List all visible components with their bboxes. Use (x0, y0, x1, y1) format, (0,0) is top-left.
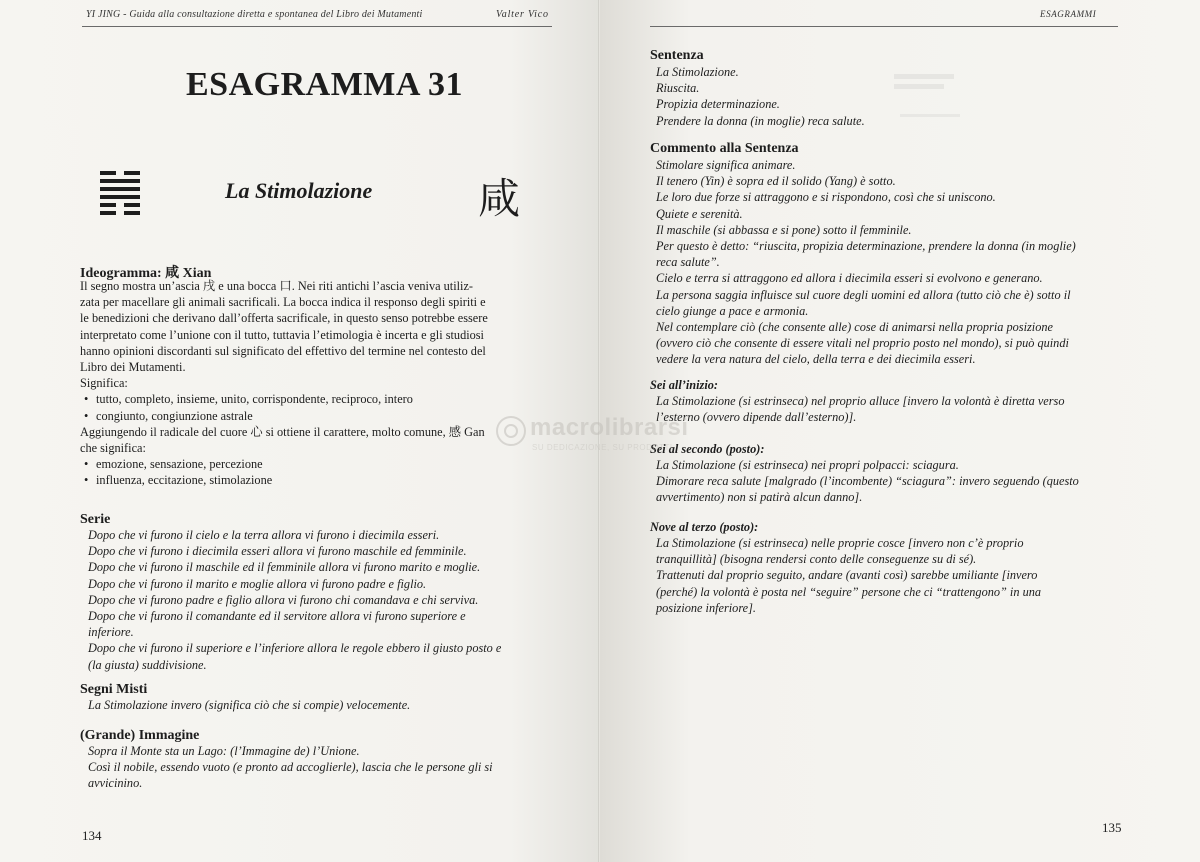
text-line: Prendere la donna (in moglie) reca salute. (656, 113, 865, 128)
text-line: Sopra il Monte sta un Lago: (l’Immagine de) l’Unione. (88, 744, 360, 758)
text-line: (ovvero ciò che consente di essere vitali nel proprio posto nel mondo), si può quindi (656, 336, 1069, 351)
grande-immagine-body (80, 743, 568, 792)
serie-body (80, 527, 568, 673)
running-head-title: YI JING - Guida alla consultazione diretta e spontanea del Libro dei Mutamenti (86, 9, 423, 20)
hexagram-title: La Stimolazione (225, 178, 373, 203)
bullet-item: • tutto, completo, insieme, unito, corrispondente, reciproco, intero (80, 391, 560, 407)
ideogramma-body (80, 278, 560, 489)
header-rule (82, 26, 552, 27)
commento-heading: Commento alla Sentenza (650, 141, 799, 156)
hexagram-character: 咸 (478, 174, 521, 223)
text-line: che significa: (80, 441, 146, 456)
text-line: Così il nobile, essendo vuoto (e pronto ad accoglierle), lascia che le persone gli si (88, 760, 493, 775)
chapter-title: ESAGRAMMA 31 (186, 66, 464, 103)
text-line: Dopo che vi furono il superiore e l’inferiore allora le regole ebbero il giusto posto e (88, 641, 502, 656)
page-number-right: 135 (1102, 820, 1122, 835)
text-line: Dimorare reca salute [malgrado (l’incombente) “sciagura”: invero seguendo (questo (656, 474, 1079, 489)
commento-body (648, 157, 1146, 368)
segni-misti-body (80, 697, 568, 713)
watermark-name: macrolibrarsi (530, 414, 689, 441)
nove-terzo-heading: Nove al terzo (posto): (650, 520, 759, 534)
text-line: Il maschile (si abbassa e si pone) sotto il femminile. (656, 222, 912, 237)
watermark-tagline: SU DEDICAZIONE, SU PRODOTTI (532, 443, 673, 452)
significa-label: Significa: (80, 376, 128, 391)
text-line: Libro dei Mutamenti. (80, 360, 186, 375)
text-line: inferiore. (88, 625, 134, 640)
sentenza-heading: Sentenza (650, 48, 704, 63)
text-line: Dopo che vi furono il maschile ed il femminile allora vi furono marito e moglie. (88, 560, 481, 575)
text-line: l’esterno (ovvero dipende dall’esterno)]. (656, 410, 857, 425)
header-rule (650, 26, 1118, 27)
bullet-item: • influenza, eccitazione, stimolazione (80, 472, 560, 488)
text-line: Dopo che vi furono i diecimila esseri allora vi furono maschile ed femminile. (88, 544, 467, 559)
show-through-shadow (890, 70, 970, 130)
text-line: Dopo che vi furono padre e figlio allora vi furono chi comandava e chi serviva. (88, 592, 479, 607)
text-line: La persona saggia influisce sul cuore degli uomini ed allora (tutto ciò che è) sotto il (656, 287, 1071, 302)
text-line: Quiete e serenità. (656, 206, 743, 221)
text-line: interpretato come l’unione con il tutto, tuttavia l’etimologia è incerta e gli studiosi (80, 327, 484, 342)
text-line: La Stimolazione (si estrinseca) nel proprio alluce [invero la volontà è diretta verso (656, 394, 1065, 408)
text-line: zata per macellare gli animali sacrificali. La bocca indica il responso degli spiriti e (80, 295, 486, 310)
text-line: Per questo è detto: “riuscita, propizia determinazione, prendere la donna (in moglie) (656, 239, 1076, 254)
text-line: Il tenero (Yin) è sopra ed il solido (Yang) è sotto. (656, 174, 896, 189)
text-line: Dopo che vi furono il comandante ed il servitore allora vi furono superiore e (88, 609, 466, 624)
text-line: (la giusta) suddivisione. (88, 657, 207, 672)
bullet-item: • congiunto, congiunzione astrale (80, 408, 560, 424)
running-head-author: Valter Vico (496, 9, 549, 20)
serie-heading: Serie (80, 512, 111, 527)
text-line: La Stimolazione. (656, 65, 739, 79)
text-line: posizione inferiore]. (656, 600, 756, 615)
text-line: Nel contemplare ciò (che consente alle) cose di animarsi nella propria posizione (656, 320, 1053, 335)
hexagram-31-icon (100, 170, 140, 216)
grande-immagine-heading: (Grande) Immagine (80, 728, 200, 743)
sei-inizio-body (648, 393, 1146, 425)
text-line: (perché) la volontà è posta nel “seguire” persone che ci “trattengono” in una (656, 584, 1042, 599)
text-line: Trattenuti dal proprio seguito, andare (avanti così) sarebbe umiliante [invero (656, 568, 1038, 583)
text-line: Riuscita. (656, 81, 700, 96)
text-line: La Stimolazione invero (significa ciò che si compie) velocemente. (88, 698, 411, 712)
text-line: vedere la vera natura del cielo, della terra e dei diecimila esseri. (656, 352, 976, 367)
text-line: Dopo che vi furono il marito e moglie allora vi furono padre e figlio. (88, 576, 427, 591)
watermark (496, 410, 706, 460)
text-line: Le loro due forze si attraggono e si rispondono, così che si uniscono. (656, 190, 996, 205)
text-line: La Stimolazione (si estrinseca) nelle proprie cosce [invero non c’è proprio (656, 536, 1024, 550)
page-number-left: 134 (82, 828, 102, 843)
text-line: hanno opinioni discordanti sul significato del effettivo del termine nel contesto del (80, 343, 486, 358)
text-line: Il segno mostra un’ascia 戌 e una bocca 口. Nei riti antichi l’ascia veniva utiliz- (80, 279, 474, 293)
nove-terzo-body (648, 535, 1146, 616)
sei-secondo-body (648, 457, 1146, 506)
sei-inizio-heading: Sei all’inizio: (650, 378, 718, 392)
text-line: tranquillità] (bisogna rendersi conto delle conseguenze su di sé). (656, 552, 977, 567)
text-line: La Stimolazione (si estrinseca) nei propri polpacci: sciagura. (656, 458, 959, 472)
text-line: reca salute”. (656, 255, 720, 270)
running-head-section: ESAGRAMMI (1040, 9, 1097, 19)
watermark-logo-icon (496, 416, 526, 446)
sei-secondo-heading: Sei al secondo (posto): (650, 442, 765, 456)
text-line: Stimolare significa animare. (656, 158, 796, 172)
text-line: Aggiungendo il radicale del cuore 心 si ottiene il carattere, molto comune, 感 Gan (80, 424, 485, 439)
text-line: Propizia determinazione. (656, 97, 780, 112)
bullet-item: • emozione, sensazione, percezione (80, 456, 560, 472)
text-line: cielo giunge a pace e armonia. (656, 303, 809, 318)
segni-misti-heading: Segni Misti (80, 682, 148, 697)
text-line: le benedizioni che derivano dall’offerta sacrificale, in questo senso potrebbe essere (80, 311, 488, 326)
text-line: Cielo e terra si attraggono ed allora i diecimila esseri si evolvono e generano. (656, 271, 1043, 286)
text-line: avvicinino. (88, 776, 143, 791)
text-line: avvertimento) non si patirà alcun danno]. (656, 490, 863, 505)
ideogramma-heading: Ideogramma: 咸 Xian (80, 266, 212, 281)
text-line: Dopo che vi furono il cielo e la terra allora vi furono i diecimila esseri. (88, 528, 440, 542)
